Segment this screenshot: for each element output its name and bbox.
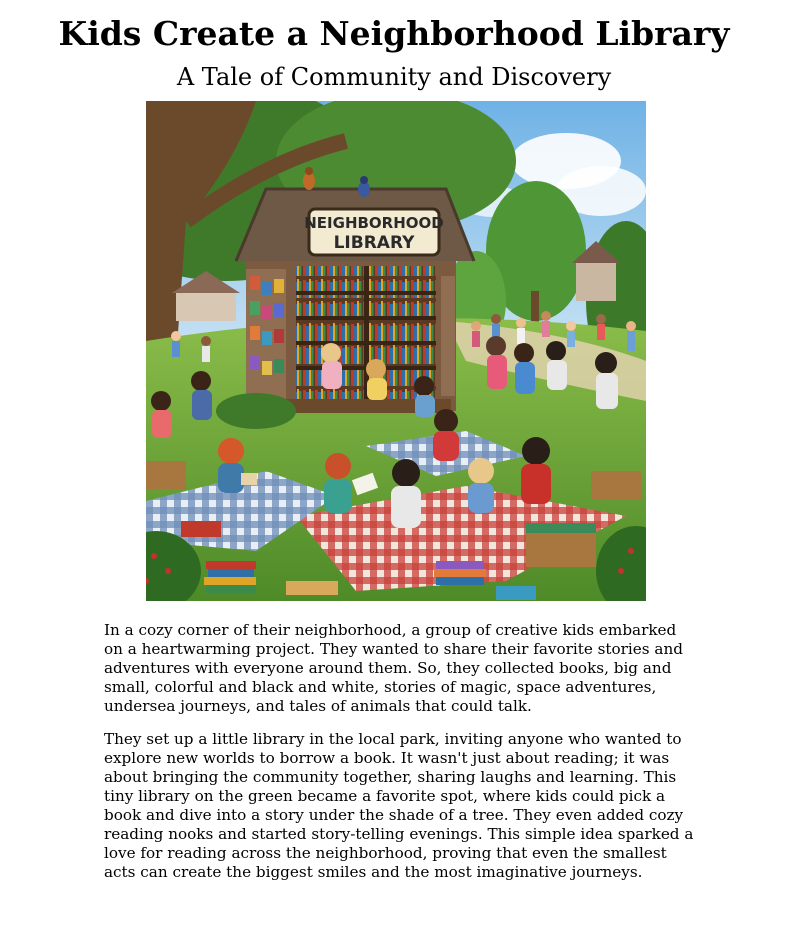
page-subtitle: A Tale of Community and Discovery bbox=[176, 63, 612, 91]
article-paragraph-2: They set up a little library in the local park, inviting anyone who wanted to explore new worlds to borrow a book. It wasn't just about reading; it was about bringing the community together, sharing laughs and learning. This tiny library on the green became a favorite spot, where kids could pick a book and dive into a story under the shade of a tree. They even added cozy reading nooks and started story-telling evenings. This simple idea sparked a love for reading across the neighborhood, proving that even the smallest acts can create the biggest smiles and the most imaginative journeys. bbox=[104, 730, 694, 881]
article-paragraph-1: In a cozy corner of their neighborhood, a group of creative kids embarked on a heartwarming project. They wanted to share their favorite stories and adventures with everyone around them. So, they collected books, big and small, colorful and black and white, stories of magic, space adventures, undersea journeys, and tales of animals that could talk. bbox=[104, 621, 683, 715]
page-title: Kids Create a Neighborhood Library bbox=[58, 14, 730, 53]
sign-line-1: NEIGHBORHOOD bbox=[304, 214, 444, 232]
sign-line-2: LIBRARY bbox=[333, 233, 415, 253]
library-illustration bbox=[146, 101, 646, 601]
library-sign bbox=[304, 209, 444, 255]
article-body bbox=[104, 621, 694, 896]
